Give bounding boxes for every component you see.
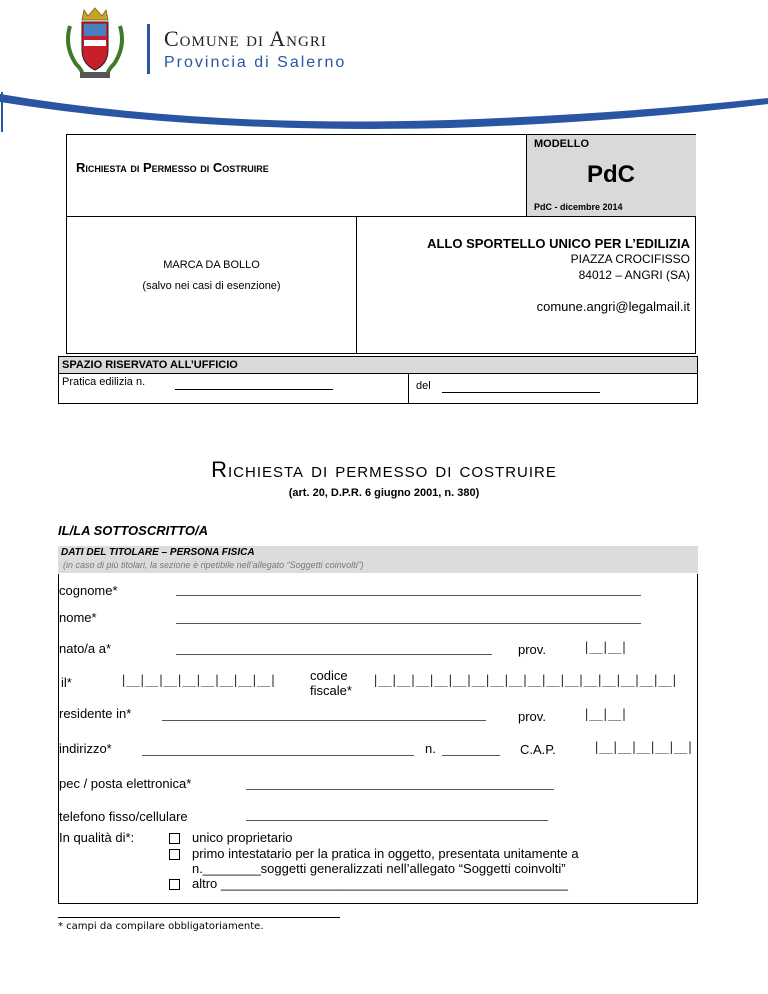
section-title: DATI DEL TITOLARE – PERSONA FISICA [61, 547, 255, 558]
form-title: Richiesta di Permesso di Costruire [76, 160, 269, 175]
del-date-field[interactable] [442, 392, 600, 393]
qualita-label: In qualità di*: [59, 830, 135, 845]
fiscale-label: fiscale* [310, 683, 352, 698]
email-address[interactable]: comune.angri@legalmail.it [536, 299, 690, 314]
modello-code: PdC [587, 161, 635, 188]
date-boxes[interactable]: |__|__|__|__|__|__|__|__| [120, 673, 276, 687]
pec-field[interactable] [246, 789, 554, 790]
qualita-option-3[interactable]: altro ________________________________________________ [169, 876, 568, 891]
address-line-2: 84012 – ANGRI (SA) [578, 268, 690, 282]
prov-label-2: prov. [518, 709, 546, 724]
header-wave [0, 92, 768, 132]
titolare-form [58, 574, 698, 904]
header-box [66, 134, 696, 354]
office-head: SPAZIO RISERVATO ALL’UFFICIO [62, 359, 238, 371]
telefono-field[interactable] [246, 820, 548, 821]
nome-label: nome* [59, 610, 97, 625]
pec-label: pec / posta elettronica* [59, 776, 192, 791]
marca-note: (salvo nei casi di esenzione) [142, 280, 281, 292]
modello-date: PdC - dicembre 2014 [534, 202, 623, 212]
sottoscritto-heading: IL/LA SOTTOSCRITTO/A [58, 523, 208, 538]
prov-label-1: prov. [518, 642, 546, 657]
office-reserved-box [58, 356, 698, 404]
qualita-option-1[interactable]: unico proprietario [169, 830, 292, 845]
indirizzo-field[interactable] [142, 755, 414, 756]
il-label: il* [61, 675, 72, 690]
pratica-number-field[interactable] [175, 389, 333, 390]
cap-boxes[interactable]: |__|__|__|__|__| [593, 740, 693, 754]
prov-boxes-2[interactable]: |__|__| [583, 707, 627, 721]
address-line-1: PIAZZA CROCIFISSO [570, 252, 690, 266]
del-label: del [416, 380, 431, 392]
indirizzo-label: indirizzo* [59, 741, 112, 756]
marca-label: MARCA DA BOLLO [163, 259, 260, 271]
provincia-name: Provincia di Salerno [164, 54, 347, 71]
comune-crest-icon [62, 6, 128, 82]
section-note: (in caso di più titolari, la sezione è ripetibile nell’allegato “Soggetti coinvolti”) [63, 560, 364, 570]
cognome-field[interactable] [176, 595, 641, 596]
main-subtitle: (art. 20, D.P.R. 6 giugno 2001, n. 380) [288, 487, 480, 499]
codice-fiscale-boxes[interactable]: |__|__|__|__|__|__|__|__|__|__|__|__|__|__|__|__| [372, 673, 678, 687]
checkbox-altro[interactable] [169, 879, 180, 890]
main-title: Richiesta di permesso di costruire [211, 457, 557, 482]
nato-label: nato/a a* [59, 641, 112, 656]
footnote: * campi da compilare obbligatoriamente. [58, 921, 264, 932]
numero-field[interactable] [442, 755, 500, 756]
header-divider [147, 24, 150, 74]
residente-field[interactable] [162, 720, 486, 721]
nome-field[interactable] [176, 623, 641, 624]
footnote-divider [58, 917, 340, 918]
cap-label: C.A.P. [520, 742, 556, 757]
cognome-label: cognome* [59, 583, 118, 598]
numero-label: n. [425, 741, 436, 756]
section-header [58, 546, 698, 573]
comune-name: Comune di Angri [164, 26, 327, 51]
sportello-title: ALLO SPORTELLO UNICO PER L’EDILIZIA [427, 236, 690, 251]
prov-boxes-1[interactable]: |__|__| [583, 640, 627, 654]
nato-field[interactable] [176, 654, 492, 655]
checkbox-unico[interactable] [169, 833, 180, 844]
qualita-option-2-cont: n.________soggetti generalizzati nell’allegato “Soggetti coinvolti” [192, 861, 566, 876]
residente-label: residente in* [59, 706, 132, 721]
qualita-option-2[interactable]: primo intestatario per la pratica in oggetto, presentata unitamente a [169, 846, 579, 861]
pratica-label: Pratica edilizia n. [62, 376, 146, 388]
checkbox-primo[interactable] [169, 849, 180, 860]
codice-label: codice [310, 668, 348, 683]
modello-label: MODELLO [534, 138, 589, 150]
telefono-label: telefono fisso/cellulare [59, 809, 188, 824]
